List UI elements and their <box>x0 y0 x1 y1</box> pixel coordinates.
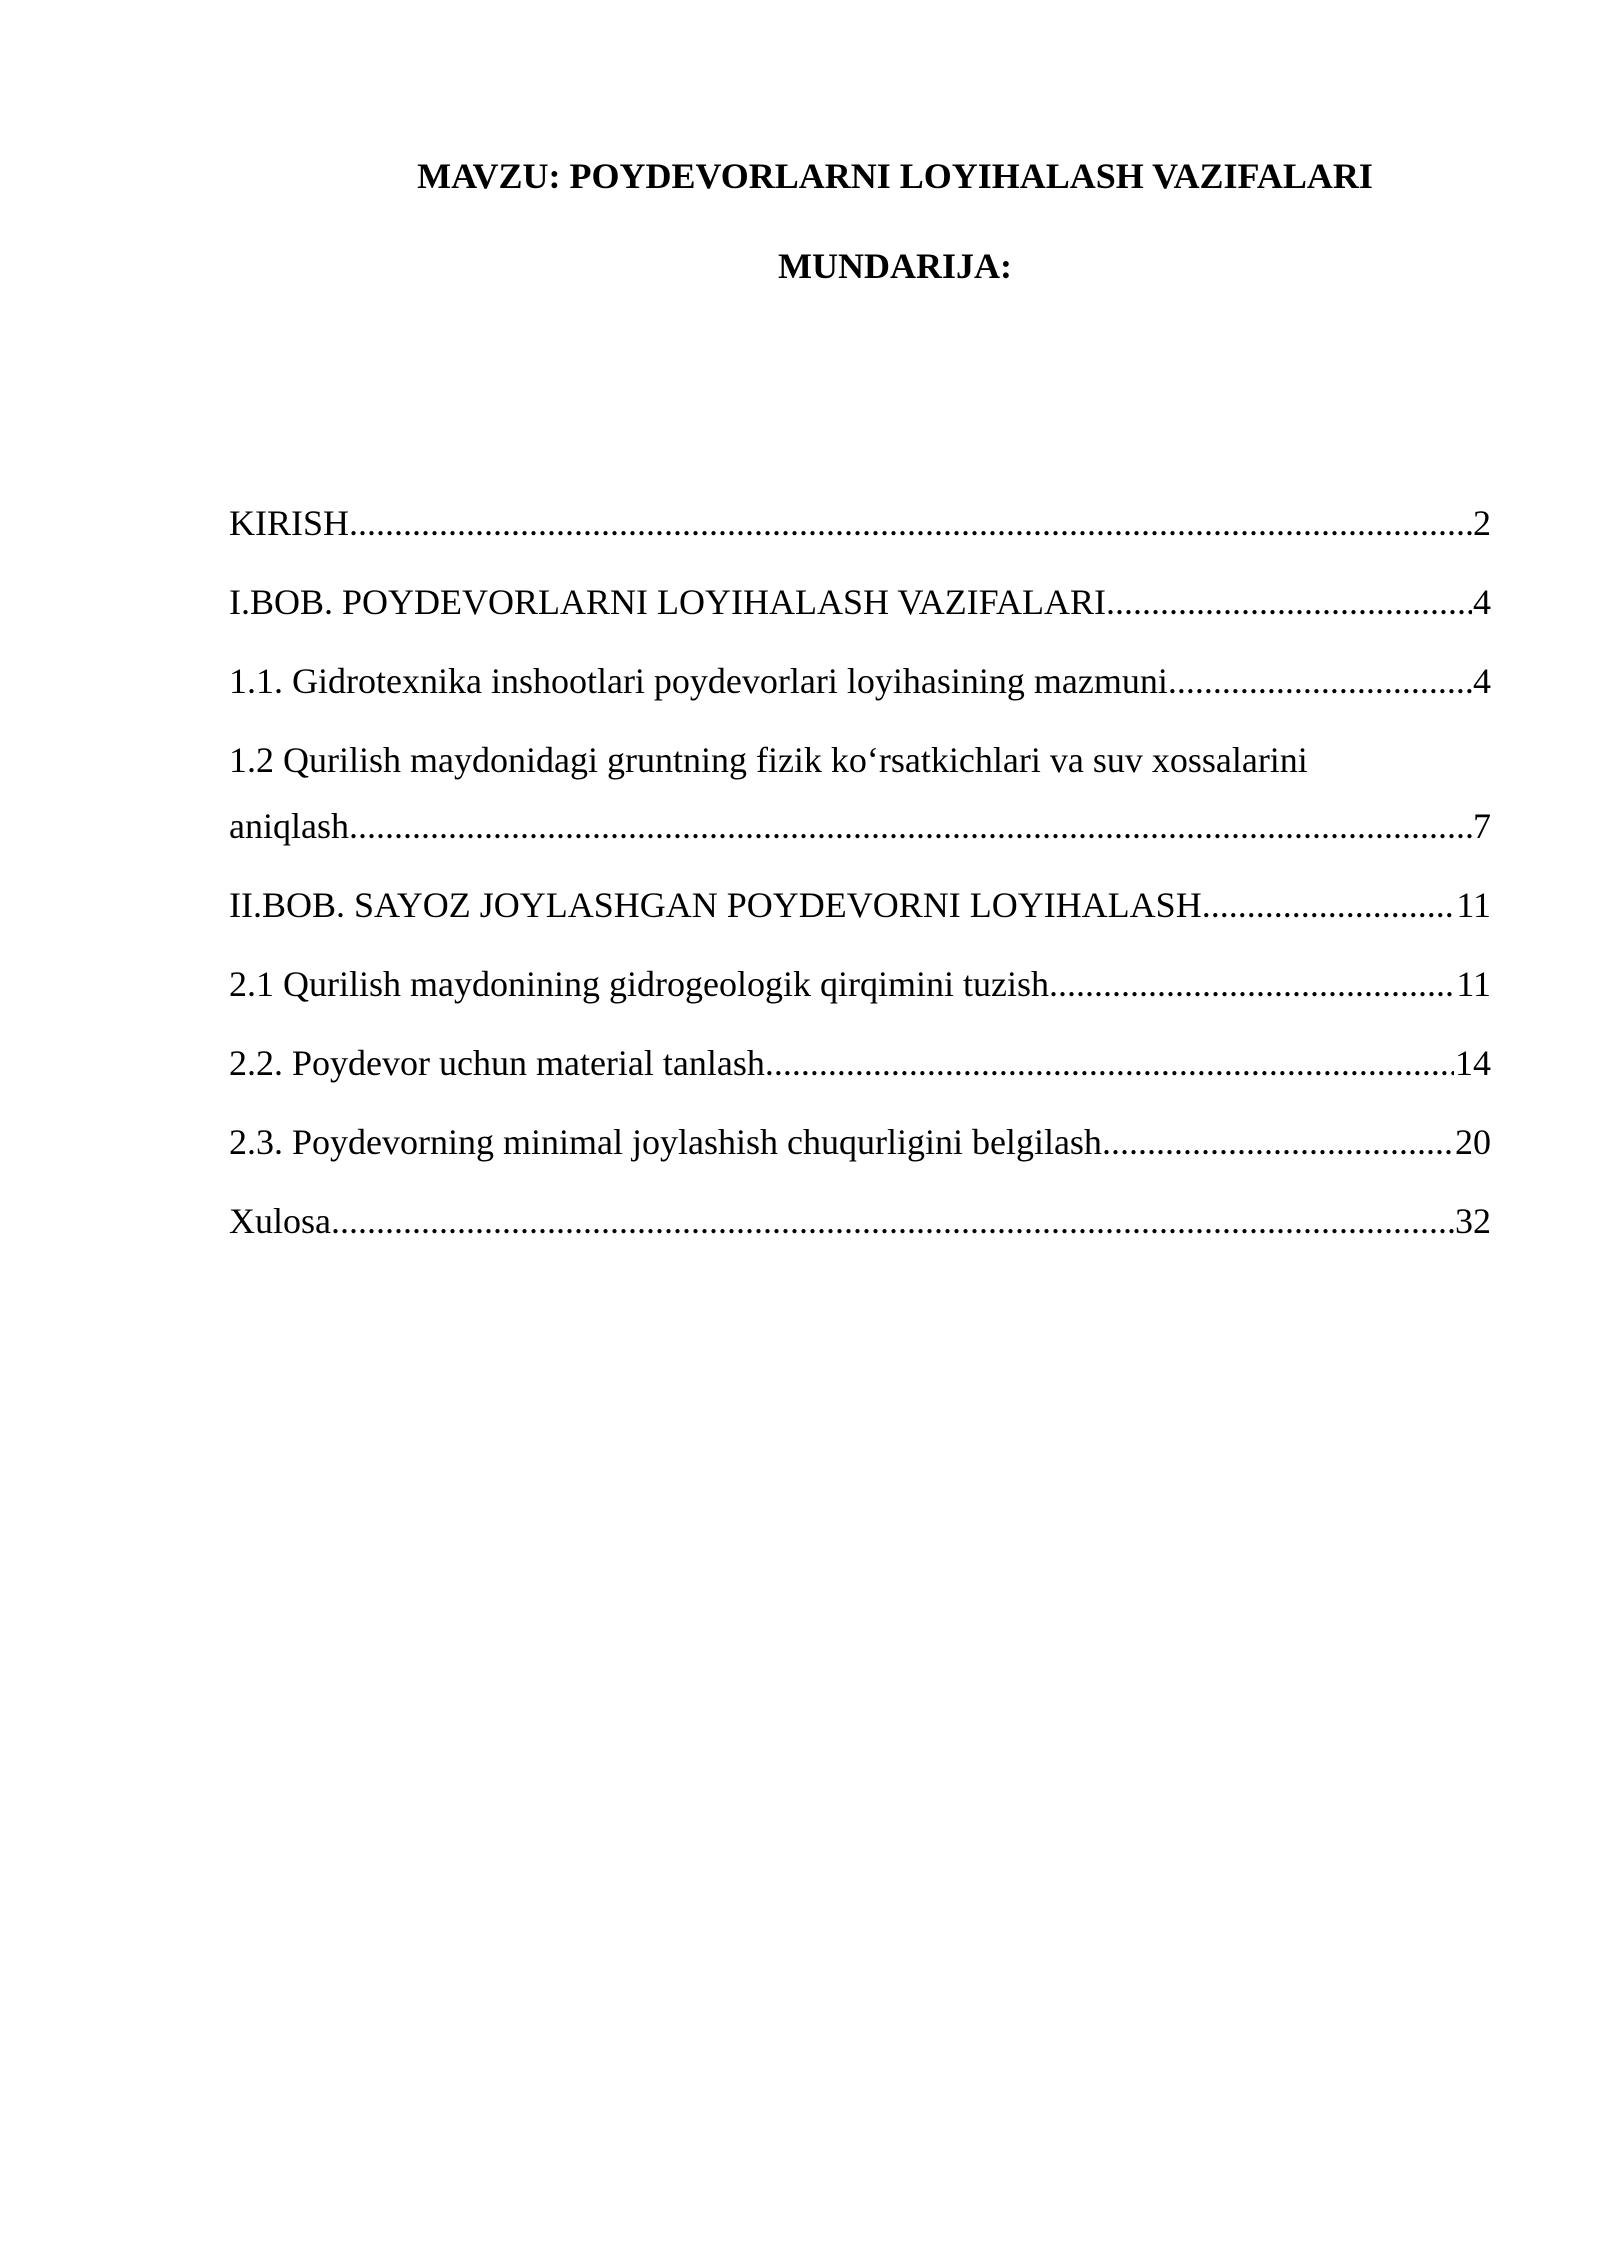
toc-entry-text-line1: 1.2 Qurilish maydonidagi gruntning fizik ko‘rsatkichlari va suv xossalarini <box>229 740 1308 780</box>
toc-dot-leader <box>349 793 1472 859</box>
toc-dot-leader <box>1168 648 1472 714</box>
toc-dot-leader <box>1202 872 1456 938</box>
toc-entry-text: 2.2. Poydevor uchun material tanlash <box>229 1043 765 1083</box>
toc-page-number: 4 <box>1473 582 1491 622</box>
toc-page-number: 20 <box>1455 1122 1491 1162</box>
toc-page-number: 14 <box>1455 1043 1491 1083</box>
toc-entry-chapter-1[interactable] <box>229 569 1491 635</box>
toc-entry-section-1-1[interactable] <box>229 648 1491 714</box>
toc-dot-leader <box>1106 569 1472 635</box>
toc-entry-section-2-1[interactable] <box>229 951 1491 1017</box>
toc-page-number: 11 <box>1456 885 1491 925</box>
toc-entry-kirish[interactable] <box>229 490 1491 556</box>
toc-dot-leader <box>331 1188 1454 1254</box>
toc-entry-section-2-3[interactable] <box>229 1109 1491 1175</box>
toc-dot-leader <box>1102 1109 1454 1175</box>
toc-entry-text: aniqlash <box>229 806 349 846</box>
toc-dot-leader <box>349 490 1472 556</box>
toc-entry-text: 2.3. Poydevorning minimal joylashish chuqurligini belgilash <box>229 1122 1102 1162</box>
toc-dot-leader <box>765 1030 1454 1096</box>
toc-entry-xulosa[interactable] <box>229 1188 1491 1254</box>
toc-entry-text: 2.1 Qurilish maydonining gidrogeologik qirqimini tuzish <box>229 964 1049 1004</box>
toc-entry-section-2-2[interactable] <box>229 1030 1491 1096</box>
toc-entry-text: 1.1. Gidrotexnika inshootlari poydevorlari loyihasining mazmuni <box>229 661 1168 701</box>
toc-entry-text: I.BOB. POYDEVORLARNI LOYIHALASH VAZIFALARI <box>229 582 1107 622</box>
toc-heading: MUNDARIJA: <box>778 246 1012 286</box>
toc-page-number: 2 <box>1473 503 1491 543</box>
table-of-contents <box>229 490 1491 1267</box>
document-title: MAVZU: POYDEVORLARNI LOYIHALASH VAZIFALARI <box>417 156 1373 196</box>
toc-page-number: 11 <box>1456 964 1491 1004</box>
toc-page-number: 7 <box>1473 806 1491 846</box>
toc-entry-chapter-2[interactable] <box>229 872 1491 938</box>
toc-entry-section-1-2[interactable] <box>229 727 1491 859</box>
toc-page-number: 32 <box>1455 1201 1491 1241</box>
toc-page-number: 4 <box>1473 661 1491 701</box>
toc-entry-text: II.BOB. SAYOZ JOYLASHGAN POYDEVORNI LOYIHALASH <box>229 885 1202 925</box>
toc-entry-text: KIRISH <box>229 503 350 543</box>
toc-entry-text: Xulosa <box>229 1201 331 1241</box>
toc-dot-leader <box>1049 951 1455 1017</box>
